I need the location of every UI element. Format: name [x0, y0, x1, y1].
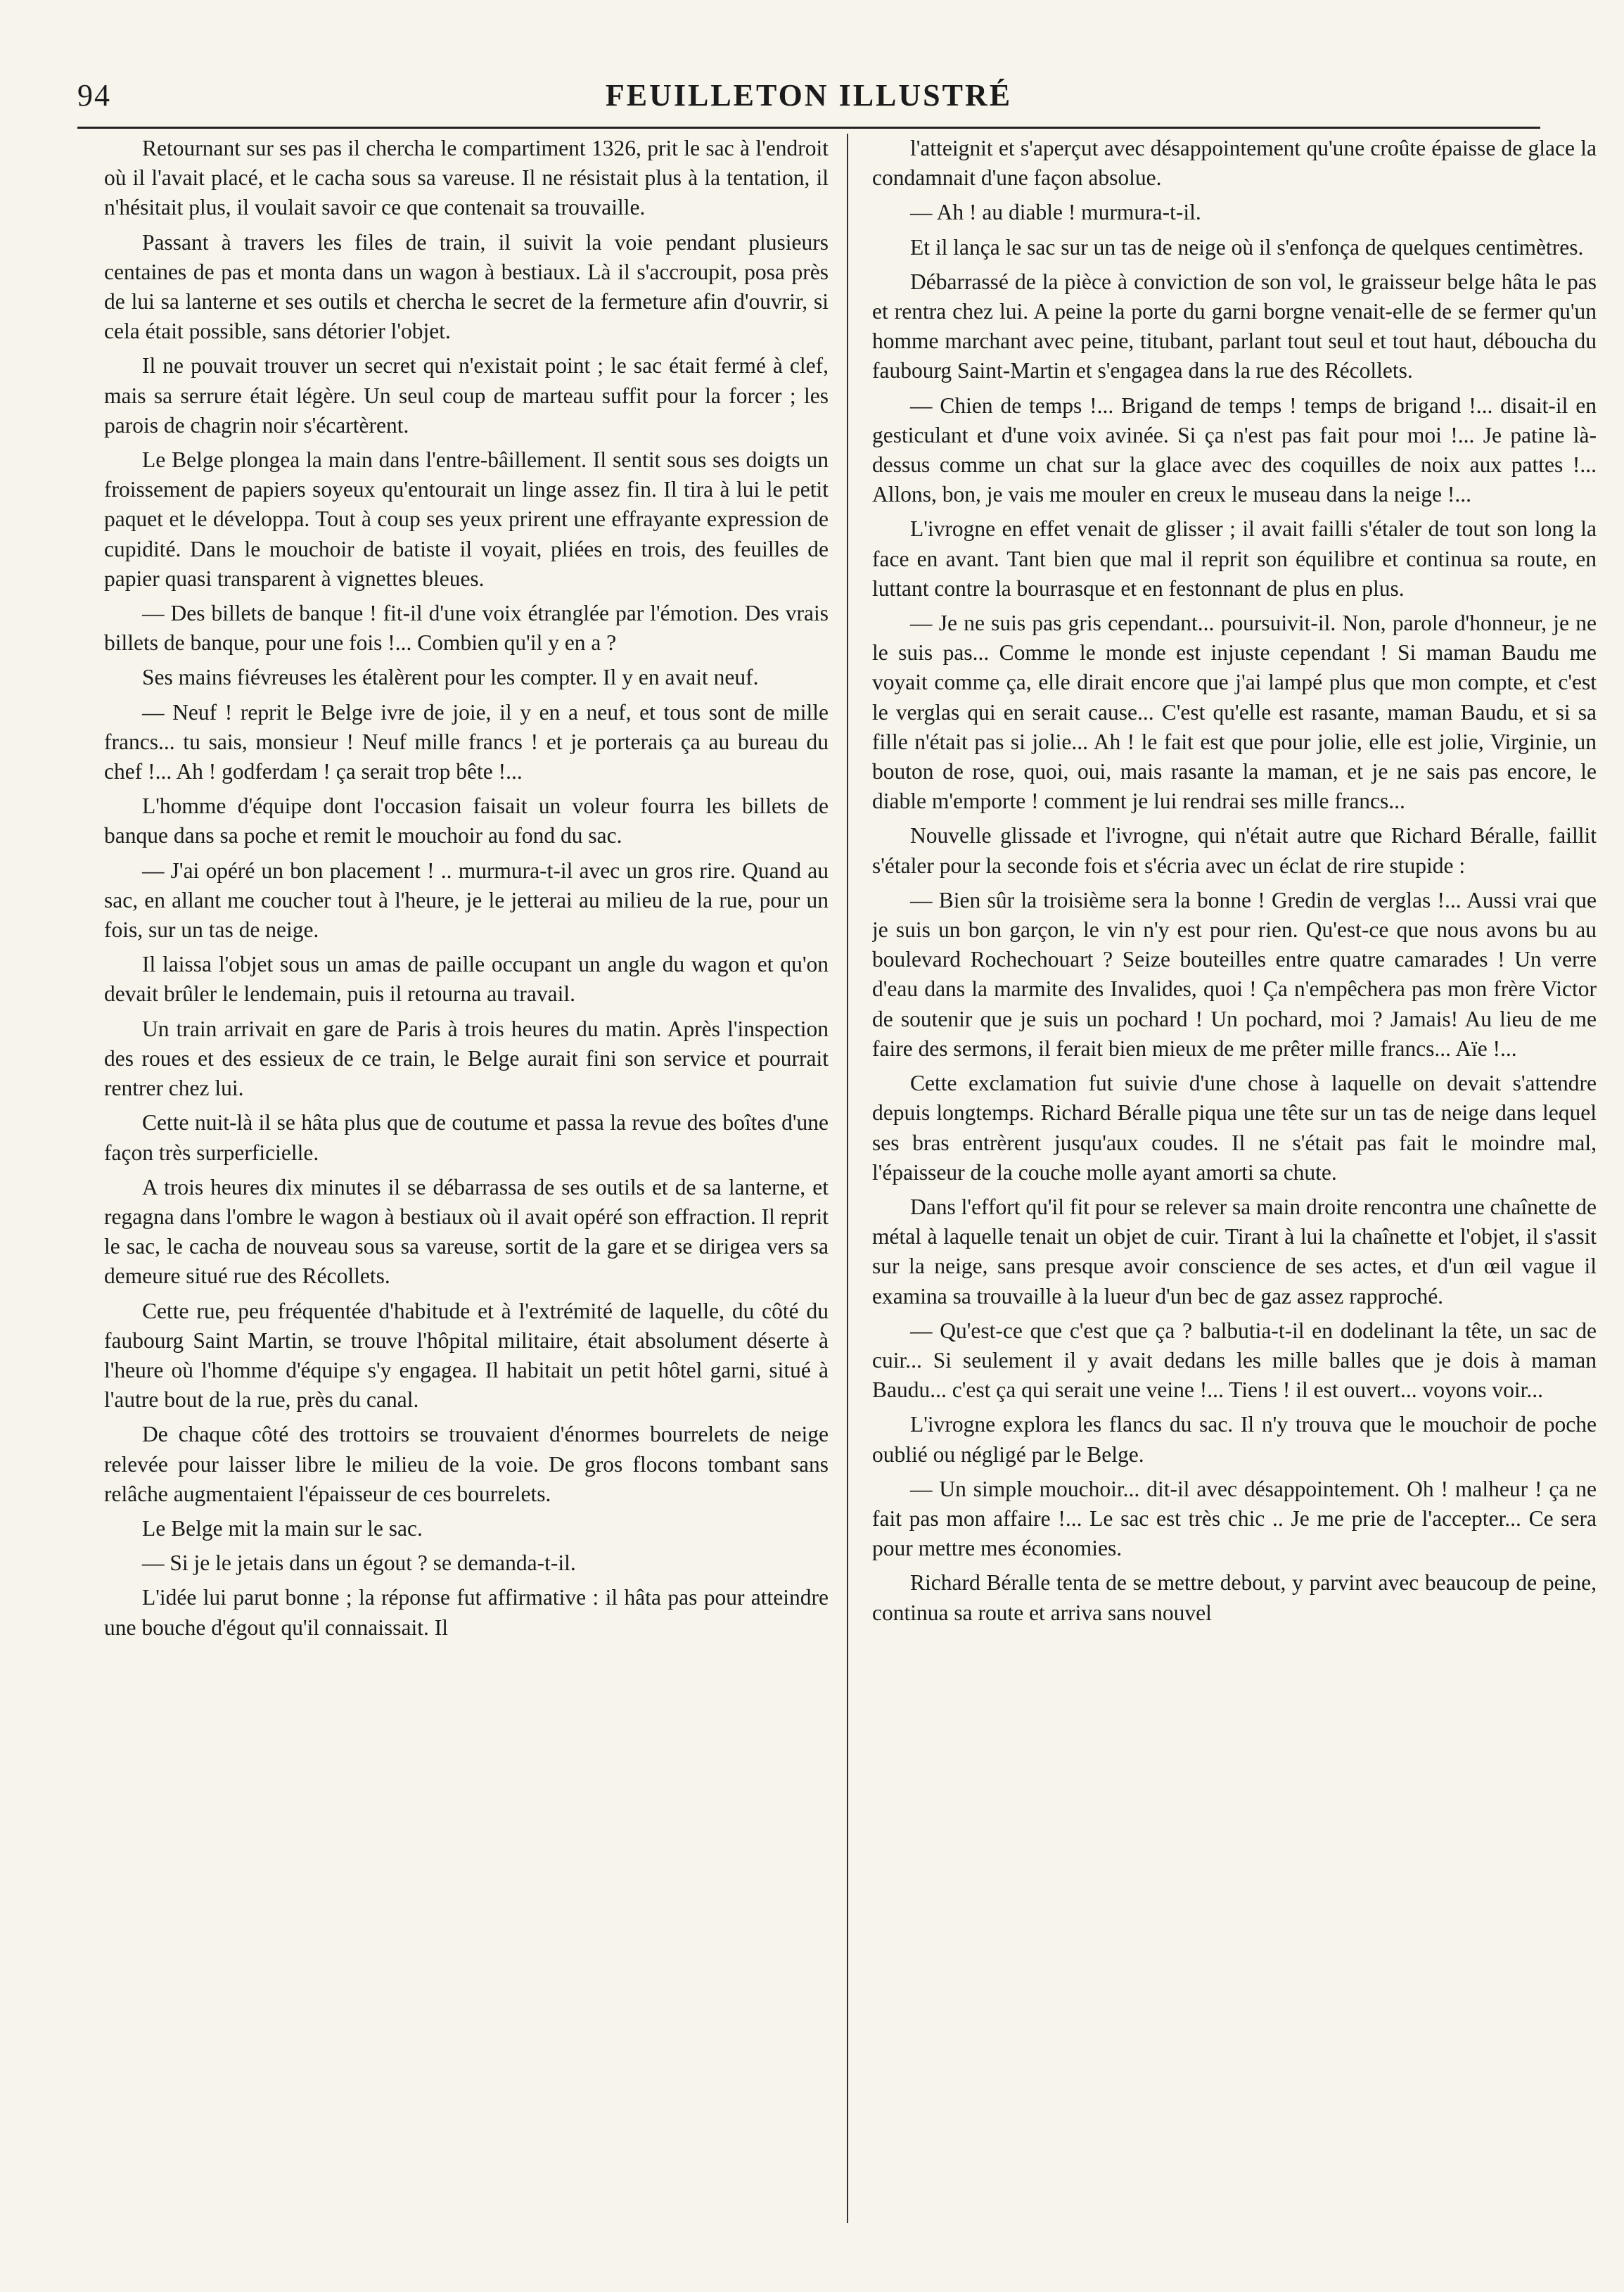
paragraph: — Ah ! au diable ! murmura-t-il.: [910, 200, 1201, 225]
paragraph: Et il lança le sac sur un tas de neige où il s'enfonça de quelques centimètres.: [910, 234, 1584, 260]
paragraph: Le Belge mit la main sur le sac.: [142, 1515, 423, 1541]
paragraph: Il ne pouvait trouver un secret qui n'existait point ; le sac était fermé à clef, mais sa serrure était légère. Un seul coup de marteau suffit pour la forcer ; les parois de chagrin noir s'écartèrent.: [104, 353, 829, 438]
paragraph: Richard Béralle tenta de se mettre debout, y parvint avec beaucoup de peine, continua sa route et arriva sans nouvel: [872, 1570, 1597, 1625]
paragraph: Ses mains fiévreuses les étalèrent pour les compter. Il y en avait neuf.: [142, 665, 759, 690]
paragraph: — Neuf ! reprit le Belge ivre de joie, il y en a neuf, et tous sont de mille francs... tu sais, monsieur ! Neuf mille francs ! et je porterais ça au bureau du chef !... Ah ! godferdam ! ça serait trop bête !...: [104, 699, 829, 784]
paragraph: l'atteignit et s'aperçut avec désappointement qu'une croûte épaisse de glace la condamnait d'une façon absolue.: [872, 136, 1597, 191]
paragraph: Il laissa l'objet sous un amas de paille occupant un angle du wagon et qu'on devait brûler le lendemain, puis il retourna au travail.: [104, 952, 829, 1007]
column-divider: [847, 134, 848, 2223]
paragraph: Dans l'effort qu'il fit pour se relever sa main droite rencontra une chaînette de métal à laquelle tenait un objet de cuir. Tirant à lui la chaînette et l'objet, il s'assit sur la neige, sans presque avoir conscience de ses actes, et d'un œil vague il examina sa trouvaille à la lueur d'un bec de gaz assez rapproché.: [872, 1194, 1597, 1309]
paragraph: L'ivrogne en effet venait de glisser ; il avait failli s'étaler de tout son long la face en avant. Tant bien que mal il reprit son équilibre et continua sa route, en luttant contre la bourrasque et en festonnant de plus en plus.: [872, 516, 1597, 601]
paragraph: — Bien sûr la troisième sera la bonne ! Gredin de verglas !... Aussi vrai que je suis un bon garçon, le vin n'y est pour rien. Qu'est-ce que nous avons bu au boulevard Rochechouart ? Seize bouteilles entre quatre camarades ! Un verre d'eau dans la marmite des Invalides, quoi ! Ça n'empêchera pas mon frère Victor de soutenir que je suis un pochard ! Un pochard, moi ? Jamais! Au lieu de me faire des sermons, il ferait bien mieux de me prêter mille francs... Aïe !...: [872, 887, 1597, 1061]
paragraph: — Un simple mouchoir... dit-il avec désappointement. Oh ! malheur ! ça ne fait pas mon affaire !... Le sac est très chic .. Je me prie de l'accepter... Ce sera pour mettre mes économies.: [872, 1476, 1597, 1561]
page-header: [77, 77, 1540, 120]
paragraph: — Qu'est-ce que c'est que ça ? balbutia-t-il en dodelinant la tête, un sac de cuir... Si seulement il y avait dedans les mille balles que je dois à maman Baudu... c'est ça qui serait une veine !... Tiens ! il est ouvert... voyons voir...: [872, 1318, 1597, 1403]
paragraph: — J'ai opéré un bon placement ! .. murmura-t-il avec un gros rire. Quand au sac, en allant me coucher tout à l'heure, je le jetterai au milieu de la rue, pour un fois, sur un tas de neige.: [104, 858, 829, 943]
paragraph: Un train arrivait en gare de Paris à trois heures du matin. Après l'inspection des roues et des essieux de ce train, le Belge aurait fini son service et pourrait rentrer chez lui.: [104, 1016, 829, 1101]
paragraph: De chaque côté des trottoirs se trouvaient d'énormes bourrelets de neige relevée pour laisser libre le milieu de la voie. De gros flocons tombant sans relâche augmentaient l'épaisseur de ces bourrelets.: [104, 1422, 829, 1506]
paragraph: L'homme d'équipe dont l'occasion faisait un voleur fourra les billets de banque dans sa poche et remit le mouchoir au fond du sac.: [104, 794, 829, 848]
paragraph: Débarrassé de la pièce à conviction de son vol, le graisseur belge hâta le pas et rentra chez lui. A peine la porte du garni borgne venait-elle de se fermer qu'un homme marchant avec peine, titubant, parlant tout seul et tout haut, déboucha du faubourg Saint-Martin et s'engagea dans la rue des Récollets.: [872, 269, 1597, 383]
paragraph: Cette nuit-là il se hâta plus que de coutume et passa la revue des boîtes d'une façon très surperficielle.: [104, 1110, 829, 1165]
paragraph: A trois heures dix minutes il se débarrassa de ses outils et de sa lanterne, et regagna dans l'ombre le wagon à bestiaux où il avait opéré son effraction. Il reprit le sac, le cacha de nouveau sous sa vareuse, sortit de la gare et se dirigea vers sa demeure situé rue des Récollets.: [104, 1174, 829, 1289]
paragraph: L'ivrogne explora les flancs du sac. Il n'y trouva que le mouchoir de poche oublié ou négligé par le Belge.: [872, 1412, 1597, 1467]
paragraph: — Je ne suis pas gris cependant... poursuivit-il. Non, parole d'honneur, je ne le suis pas... Comme le monde est injuste cependant ! Si maman Baudu me voyait comme ça, elle dirait encore que j'ai lampé plus que mon compte, et c'est le verglas qui en serait cause... C'est qu'elle est rasante, maman Baudu, et si sa fille n'était pas si jolie... Ah ! le fait est que pour jolie, elle est jolie, Virginie, un bouton de rose, quoi, oui, mais rasante la maman, et je ne sais pas encore, le diable m'emporte ! comment je lui rendrai ses mille francs...: [872, 611, 1597, 814]
paragraph: Nouvelle glissade et l'ivrogne, qui n'était autre que Richard Béralle, faillit s'étaler pour la seconde fois et s'écria avec un éclat de rire stupide :: [872, 823, 1597, 878]
paragraph: Cette exclamation fut suivie d'une chose à laquelle on devait s'attendre depuis longtemps. Richard Béralle piqua une tête sur un tas de neige dans lequel ses bras entrèrent jusqu'aux coudes. Il ne s'était pas fait le moindre mal, l'épaisseur de la couche molle ayant amorti sa chute.: [872, 1071, 1597, 1185]
left-column: [104, 134, 829, 2230]
paragraph: Retournant sur ses pas il chercha le compartiment 1326, prit le sac à l'endroit où il l'avait placé, et le cacha sous sa vareuse. Il ne résistait plus à la tentation, il n'hésitait plus, il voulait savoir ce que contenait sa trouvaille.: [104, 136, 829, 220]
paragraph: Passant à travers les files de train, il suivit la voie pendant plusieurs centaines de pas et monta dans un wagon à bestiaux. Là il s'accroupit, posa près de lui sa lanterne et ses outils et chercha le secret de la fermeture afin d'ouvrir, si cela était possible, sans détorier l'objet.: [104, 229, 829, 344]
paragraph: — Si je le jetais dans un égout ? se demanda-t-il.: [142, 1551, 576, 1576]
paragraph: Cette rue, peu fréquentée d'habitude et à l'extrémité de laquelle, du côté du faubourg Saint Martin, se trouve l'hôpital militaire, était absolument déserte à l'heure où l'homme d'équipe s'y engagea. Il habitait un petit hôtel garni, situé à l'autre bout de la rue, près du canal.: [104, 1298, 829, 1413]
paragraph: — Des billets de banque ! fit-il d'une voix étranglée par l'émotion. Des vrais billets de banque, pour une fois !... Combien qu'il y en a ?: [104, 601, 829, 656]
journal-title: FEUILLETON ILLUSTRÉ: [605, 78, 1013, 113]
right-column: [872, 134, 1597, 2230]
header-rule: [77, 127, 1540, 129]
paragraph: — Chien de temps !... Brigand de temps ! temps de brigand !... disait-il en gesticulant et d'une voix avinée. Si ça n'est pas fait pour moi !... Je patine là-dessus comme un chat sur la glace avec des coquilles de noix aux pattes !... Allons, bon, je vais me mouler en creux le museau dans la neige !...: [872, 393, 1597, 507]
paragraph: L'idée lui parut bonne ; la réponse fut affirmative : il hâta pas pour atteindre une bouche d'égout qu'il connaissait. Il: [104, 1585, 829, 1640]
paragraph: Le Belge plongea la main dans l'entre-bâillement. Il sentit sous ses doigts un froissement de papiers soyeux qu'entourait un linge assez fin. Il tira à lui le petit paquet et le développa. Tout à coup ses yeux prirent une effrayante expression de cupidité. Dans le mouchoir de batiste il voyait, pliées en trois, des feuilles de papier quasi transparent à vignettes bleues.: [104, 447, 829, 591]
page-number: 94: [77, 78, 111, 113]
